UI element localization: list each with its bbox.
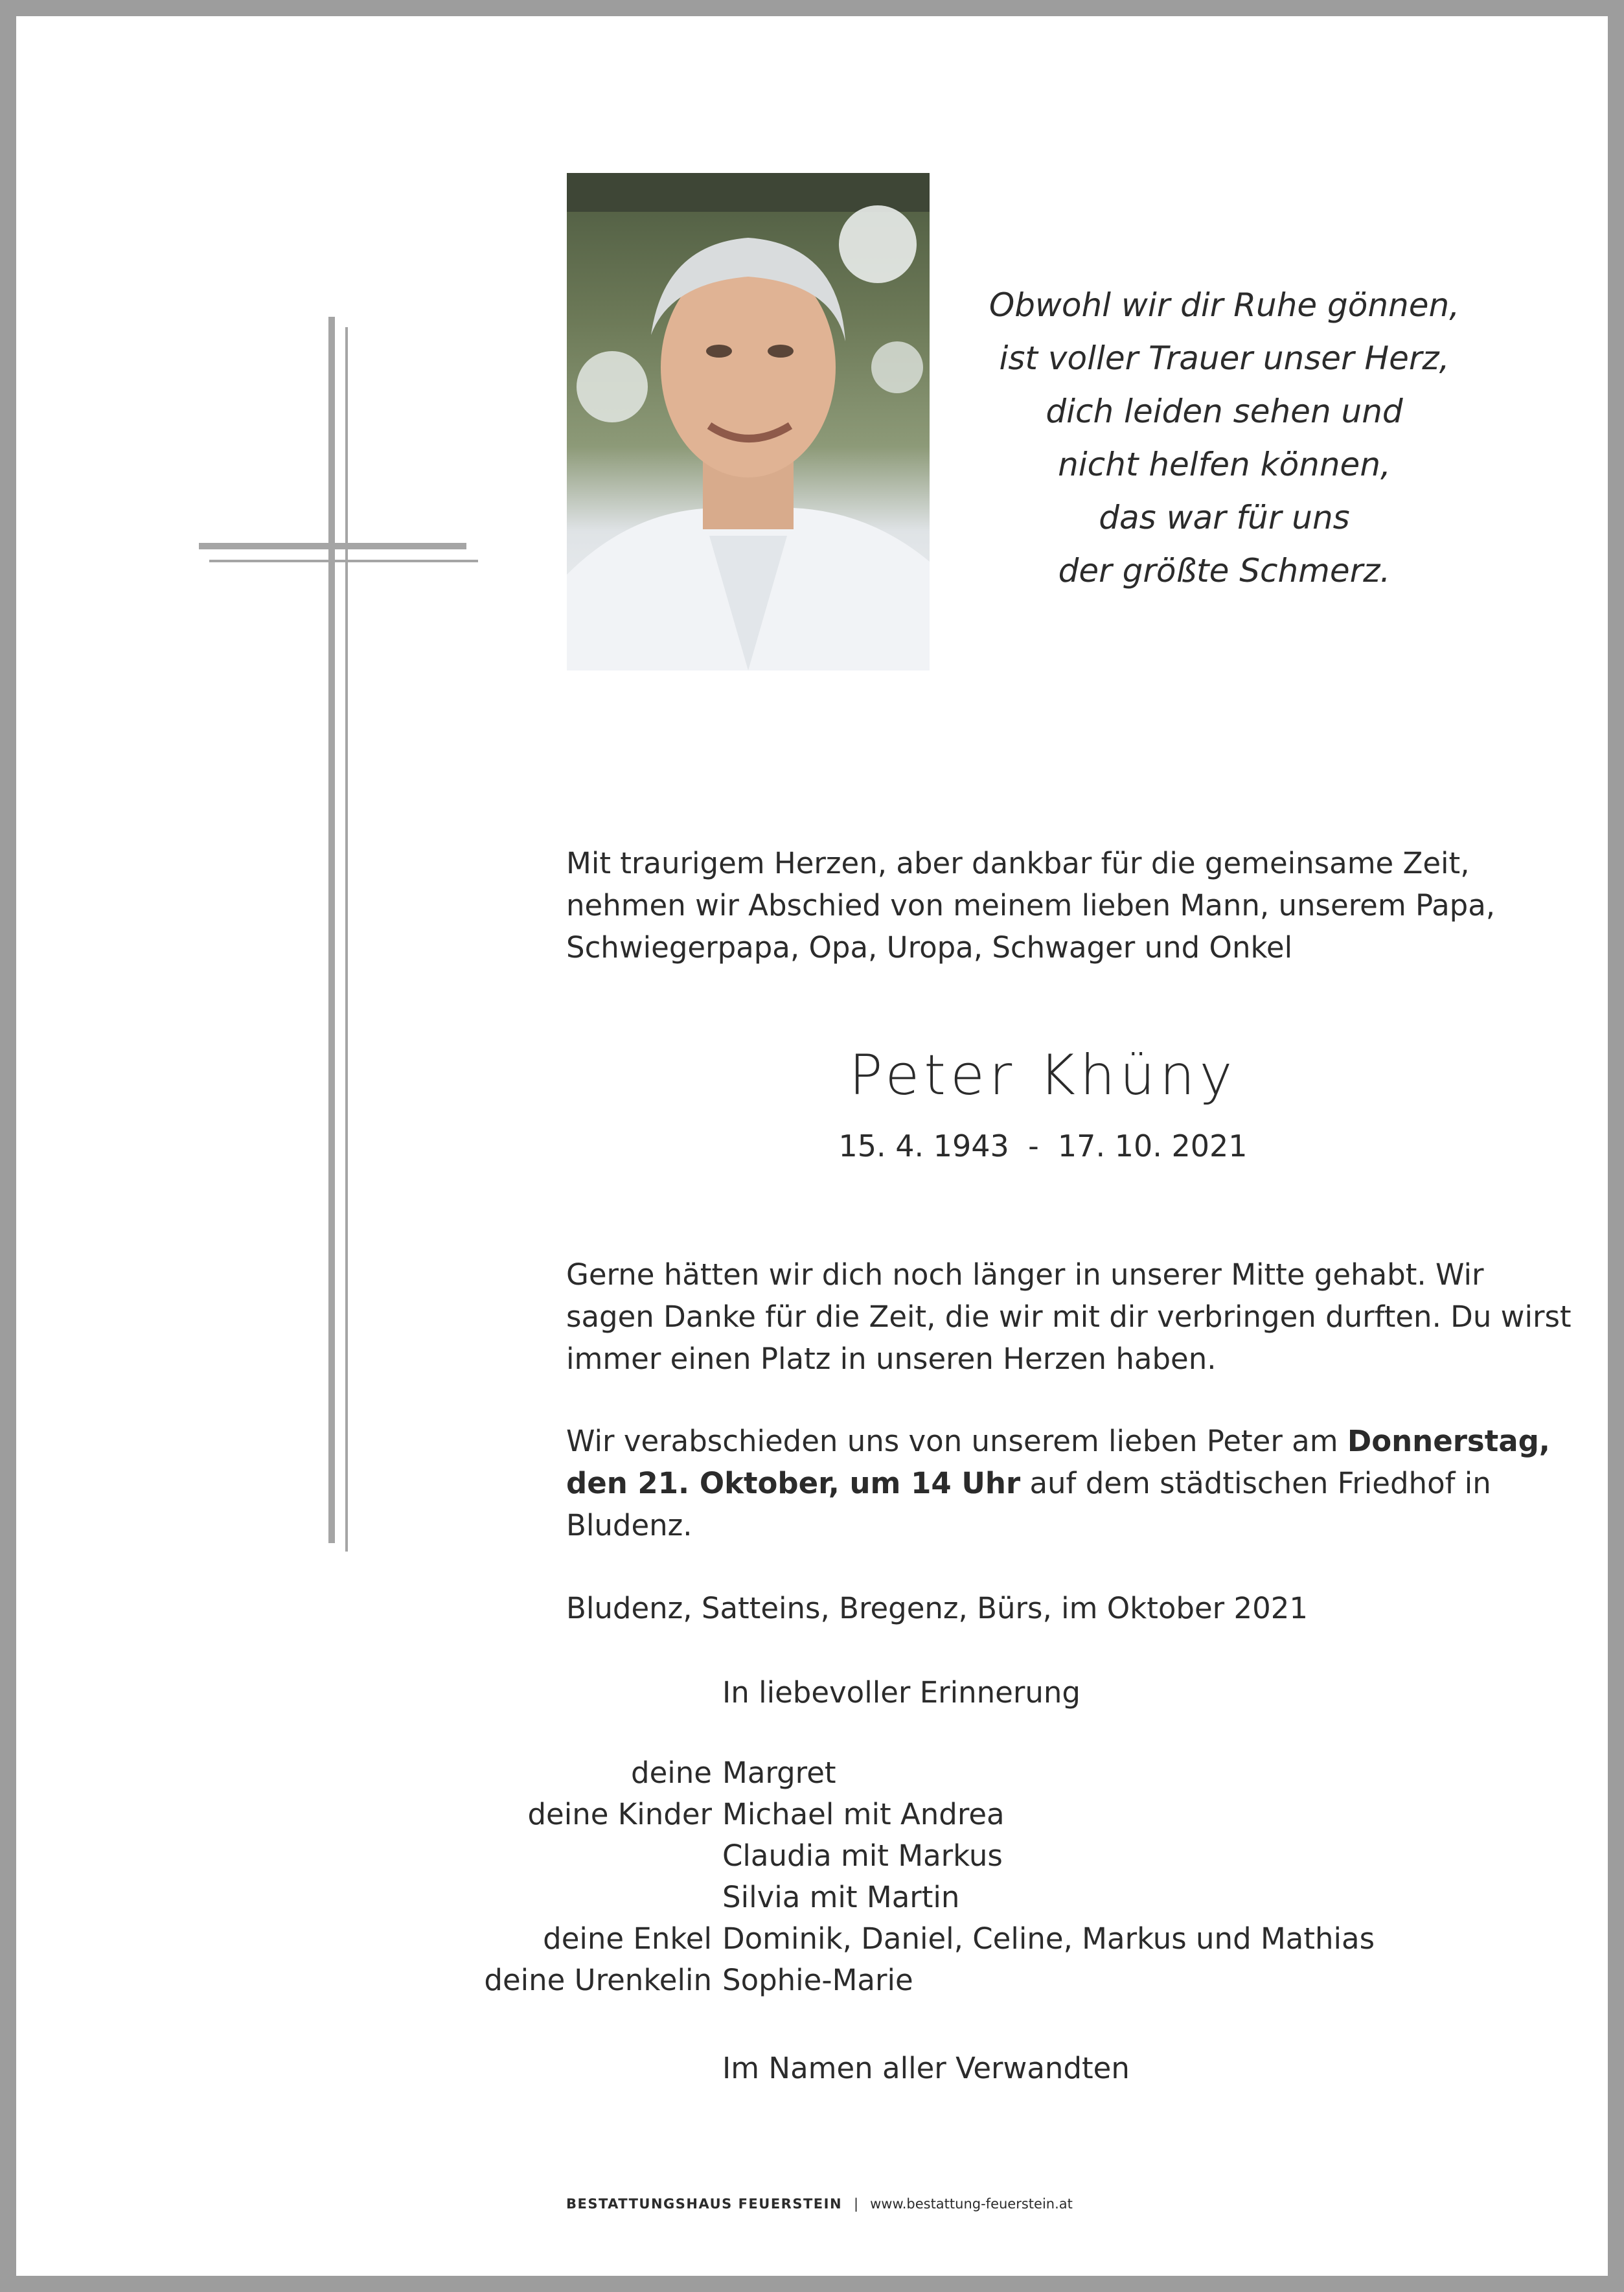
poem-line: das war für uns (1099, 499, 1350, 536)
relative-row (566, 1839, 1538, 1880)
relative-row (484, 1963, 1538, 2004)
message-line: immer einen Platz in unseren Herzen haben. (566, 1342, 1217, 1376)
relative-label: deine (631, 1756, 712, 1790)
relative-names: Dominik, Daniel, Celine, Markus und Mathias (722, 1921, 1375, 1956)
footer (566, 2196, 1073, 2212)
relative-names: Claudia mit Markus (722, 1839, 1003, 1873)
funeral-text: auf dem städtischen Friedhof in (1020, 1466, 1491, 1500)
intro-line: Schwiegerpapa, Opa, Uropa, Schwager und Onkel (566, 930, 1293, 965)
relative-names: Margret (722, 1756, 836, 1790)
poem-line: der größte Schmerz. (1058, 552, 1391, 590)
relative-names: Sophie-Marie (722, 1963, 913, 1997)
place-date: Bludenz, Satteins, Bregenz, Bürs, im Oktober 2021 (566, 1591, 1308, 1625)
relative-label: deine Kinder (527, 1797, 712, 1831)
relative-label: deine Urenkelin (484, 1963, 712, 1997)
intro-line: Mit traurigem Herzen, aber dankbar für die gemeinsame Zeit, (566, 846, 1470, 880)
intro-line: nehmen wir Abschied von meinem lieben Mann, unserem Papa, (566, 888, 1496, 923)
poem-line: nicht helfen können, (1058, 446, 1391, 483)
relative-row (566, 1880, 1538, 1921)
poem (933, 279, 1516, 597)
funeral-day: Donnerstag, (1347, 1424, 1550, 1458)
poem-line: ist voller Trauer unser Herz, (999, 339, 1450, 377)
relative-row (543, 1921, 1538, 1963)
funeral-line (566, 1420, 1550, 1462)
funeral-line (566, 1462, 1550, 1504)
company-name: BESTATTUNGSHAUS FEUERSTEIN (566, 2196, 843, 2212)
poem-line: dich leiden sehen und (1046, 393, 1403, 430)
message-line: Gerne hätten wir dich noch länger in unserer Mitte gehabt. Wir (566, 1257, 1484, 1292)
poem-line: Obwohl wir dir Ruhe gönnen, (989, 286, 1460, 324)
life-dates: 15. 4. 1943 - 17. 10. 2021 (838, 1129, 1248, 1163)
relative-names: Silvia mit Martin (722, 1880, 960, 1914)
relative-row (566, 1756, 1538, 1797)
funeral-datetime: den 21. Oktober, um 14 Uhr (566, 1466, 1021, 1500)
intro-paragraph (566, 842, 1495, 968)
closing-line: Im Namen aller Verwandten (722, 2051, 1130, 2085)
portrait-photo (567, 173, 930, 670)
relative-names: Michael mit Andrea (722, 1797, 1005, 1831)
message-paragraph (566, 1254, 1572, 1380)
funeral-line: Bludenz. (566, 1508, 692, 1542)
funeral-paragraph (566, 1420, 1550, 1546)
funeral-text: Wir verabschieden uns von unserem lieben Peter am (566, 1424, 1347, 1458)
memory-line: In liebevoller Erinnerung (722, 1675, 1081, 1710)
relative-row (527, 1797, 1538, 1839)
message-line: sagen Danke für die Zeit, die wir mit dir verbringen durften. Du wirst (566, 1300, 1572, 1334)
website-link[interactable]: www.bestattung-feuerstein.at (870, 2196, 1073, 2212)
footer-separator: | (854, 2196, 859, 2212)
deceased-name: Peter Khüny (849, 1043, 1237, 1108)
relative-label: deine Enkel (543, 1921, 712, 1956)
